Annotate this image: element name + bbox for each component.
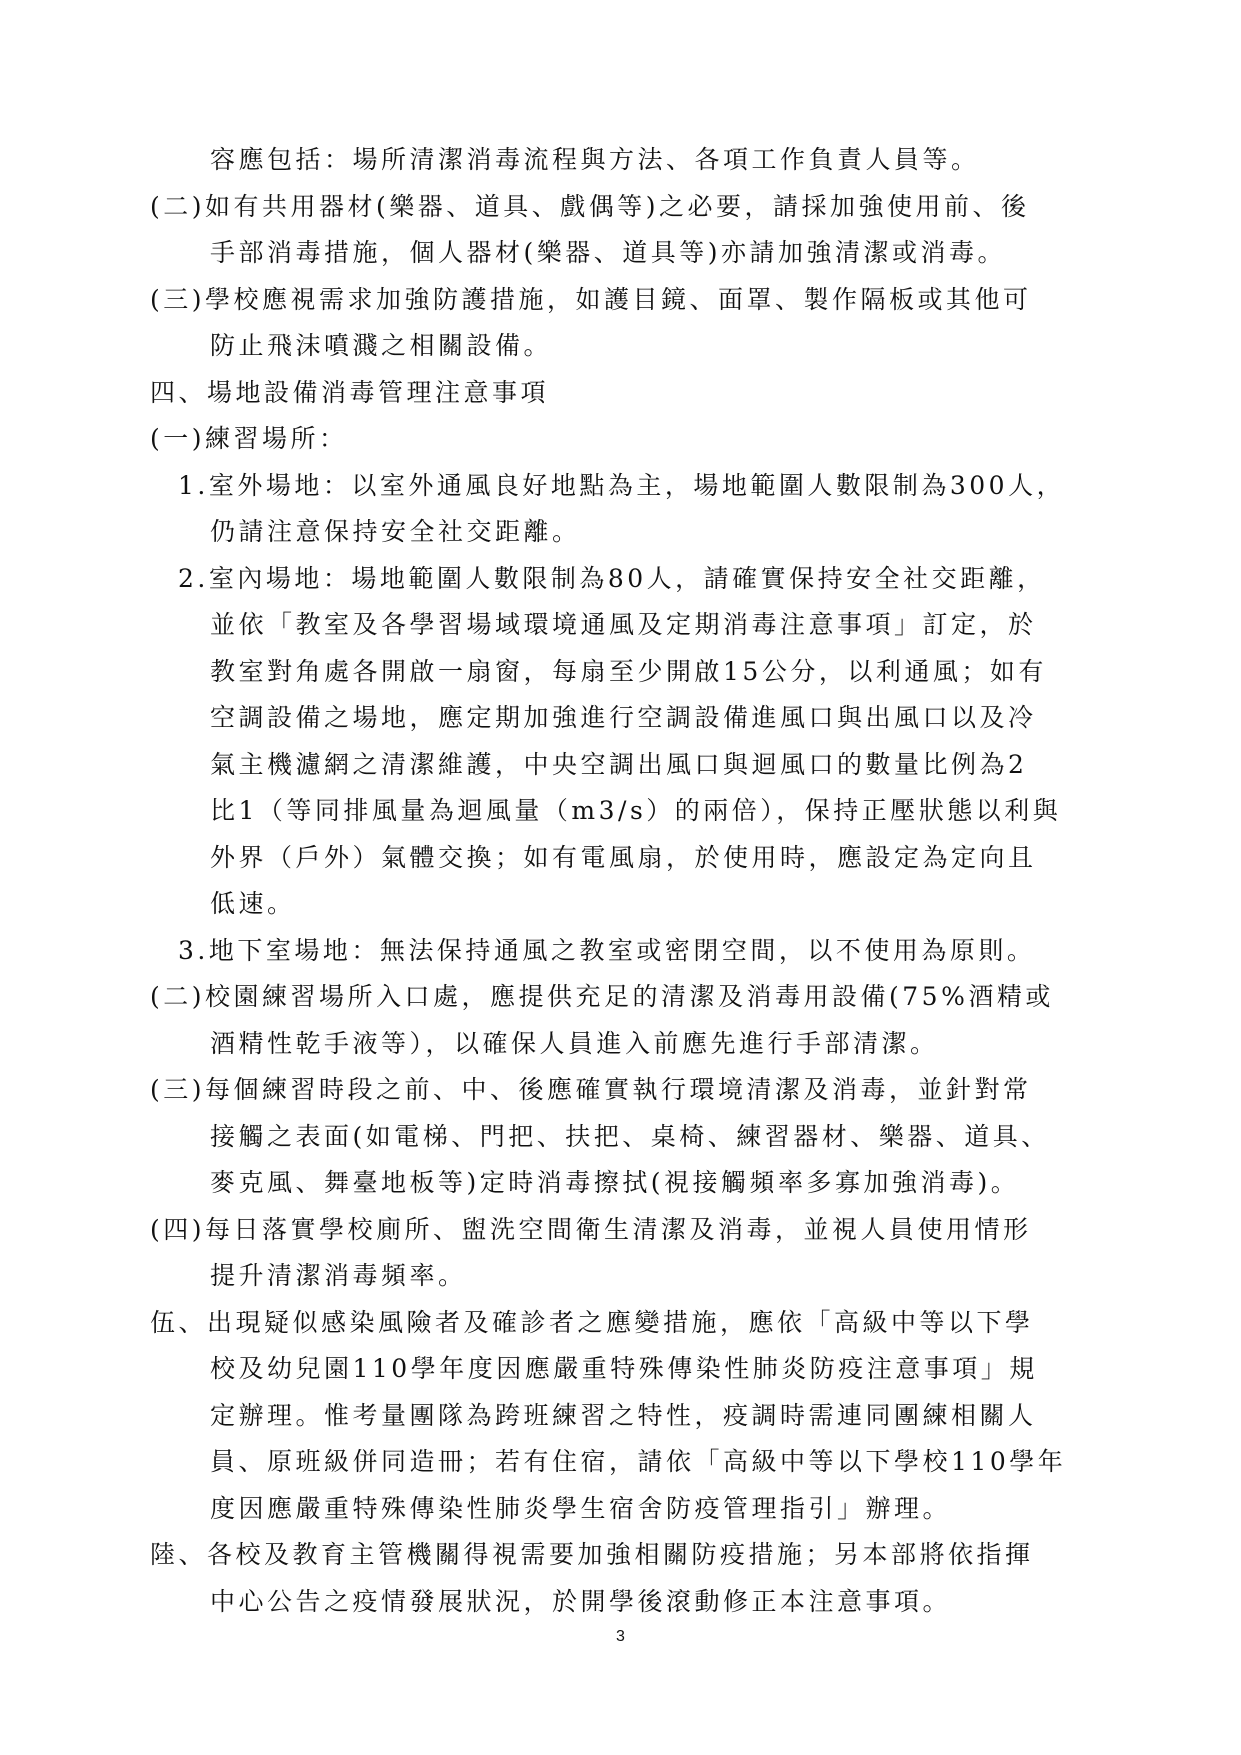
text-line: 並依「教室及各學習場域環境通風及定期消毒注意事項」訂定，於 — [210, 610, 1037, 639]
section-heading: 陸、各校及教育主管機關得視需要加強相關防疫措施；另本部將依指揮 — [150, 1540, 1034, 1569]
text-line: 教室對角處各開啟一扇窗，每扇至少開啟15公分，以利通風；如有 — [210, 657, 1047, 686]
text-line: (二)如有共用器材(樂器、道具、戲偶等)之必要，請採加強使用前、後 — [150, 192, 1030, 221]
section-heading: 伍、出現疑似感染風險者及確診者之應變措施，應依「高級中等以下學 — [150, 1308, 1034, 1337]
text-line: (二)校園練習場所入口處，應提供充足的清潔及消毒用設備(75%酒精或 — [150, 982, 1054, 1011]
text-line: 度因應嚴重特殊傳染性肺炎學生宿舍防疫管理指引」辦理。 — [210, 1494, 952, 1523]
text-line: 防止飛沫噴濺之相關設備。 — [210, 331, 553, 360]
text-line: 比1（等同排風量為迴風量（m3/s）的兩倍），保持正壓狀態以利與 — [210, 796, 1062, 825]
section-heading: 四、場地設備消毒管理注意事項 — [150, 378, 550, 407]
text-line: (四)每日落實學校廁所、盥洗空間衛生清潔及消毒，並視人員使用情形 — [150, 1215, 1032, 1244]
text-line: 員、原班級併同造冊；若有住宿，請依「高級中等以下學校110學年 — [210, 1447, 1067, 1476]
text-line: (三)學校應視需求加強防護措施，如護目鏡、面罩、製作隔板或其他可 — [150, 285, 1032, 314]
text-line: (一)練習場所： — [150, 424, 348, 453]
text-line: 酒精性乾手液等），以確保人員進入前應先進行手部清潔。 — [210, 1029, 939, 1058]
text-line: (三)每個練習時段之前、中、後應確實執行環境清潔及消毒，並針對常 — [150, 1075, 1032, 1104]
page-number: 3 — [616, 1628, 625, 1645]
text-line: 1.室外場地：以室外通風良好地點為主，場地範圍人數限制為300人， — [178, 471, 1066, 500]
text-line: 外界（戶外）氣體交換；如有電風扇，於使用時，應設定為定向且 — [210, 843, 1037, 872]
text-line: 空調設備之場地，應定期加強進行空調設備進風口與出風口以及冷 — [210, 703, 1037, 732]
text-line: 3.地下室場地：無法保持通風之教室或密閉空間，以不使用為原則。 — [178, 936, 1036, 965]
text-line: 仍請注意保持安全社交距離。 — [210, 517, 581, 546]
text-line: 手部消毒措施，個人器材(樂器、道具等)亦請加強清潔或消毒。 — [210, 238, 1007, 267]
text-line: 中心公告之疫情發展狀況，於開學後滾動修正本注意事項。 — [210, 1587, 952, 1616]
text-line: 提升清潔消毒頻率。 — [210, 1261, 467, 1290]
text-line: 接觸之表面(如電梯、門把、扶把、桌椅、練習器材、樂器、道具、 — [210, 1122, 1050, 1151]
text-line: 麥克風、舞臺地板等)定時消毒擦拭(視接觸頻率多寡加強消毒)。 — [210, 1168, 1020, 1197]
text-line: 容應包括：場所清潔消毒流程與方法、各項工作負責人員等。 — [210, 145, 980, 174]
text-line: 校及幼兒園110學年度因應嚴重特殊傳染性肺炎防疫注意事項」規 — [210, 1354, 1038, 1383]
text-line: 定辦理。惟考量團隊為跨班練習之特性，疫調時需連同團練相關人 — [210, 1401, 1037, 1430]
text-line: 氣主機濾網之清潔維護，中央空調出風口與迴風口的數量比例為2 — [210, 750, 1028, 779]
text-line: 2.室內場地：場地範圍人數限制為80人，請確實保持安全社交距離， — [178, 564, 1046, 593]
text-line: 低速。 — [210, 889, 296, 918]
